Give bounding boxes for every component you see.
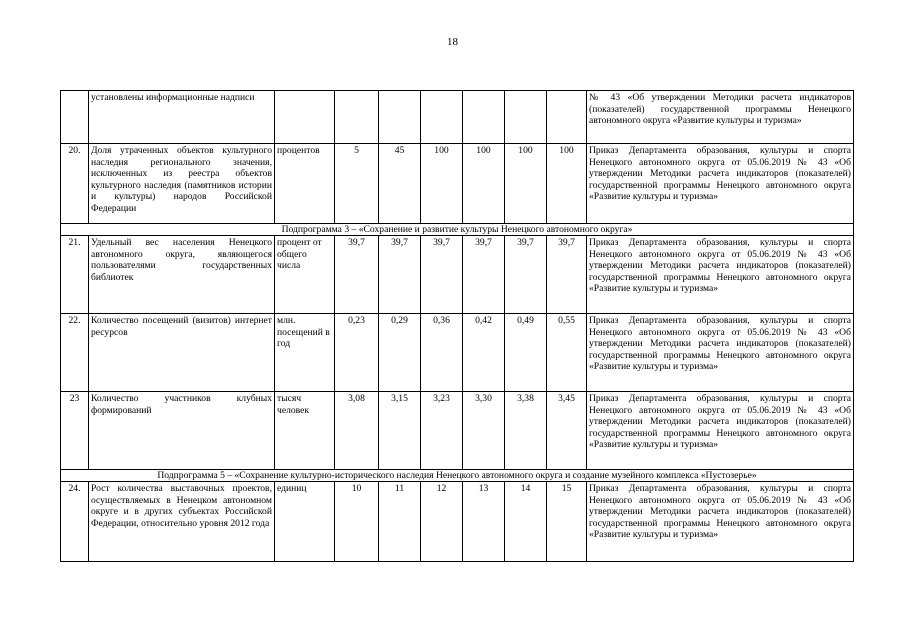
indicator-value bbox=[547, 91, 587, 144]
indicator-value: 39,7 bbox=[379, 236, 421, 314]
indicator-value: 39,7 bbox=[505, 236, 547, 314]
indicator-value: 3,23 bbox=[421, 392, 463, 470]
page-number: 18 bbox=[447, 36, 458, 48]
indicator-row bbox=[61, 144, 854, 224]
indicator-name: Количество участников клубных формирований bbox=[89, 392, 275, 470]
indicator-row bbox=[61, 482, 854, 562]
indicator-value: 3,38 bbox=[505, 392, 547, 470]
indicator-value: 3,15 bbox=[379, 392, 421, 470]
subprogram-row bbox=[61, 470, 854, 482]
indicator-value: 39,7 bbox=[421, 236, 463, 314]
indicator-value: 0,29 bbox=[379, 314, 421, 392]
indicator-methodology: Приказ Департамента образования, культуры и спорта Ненецкого автономного округа от 05.06.2019 № 43 «Об утверждении Методики расчета индикаторов (показателей) государственной программы Ненецкого автономного округа «Развитие культуры и туризма» bbox=[587, 482, 854, 562]
indicator-value: 100 bbox=[505, 144, 547, 224]
indicator-number: 23 bbox=[61, 392, 89, 470]
indicator-value: 11 bbox=[379, 482, 421, 562]
indicator-methodology: Приказ Департамента образования, культуры и спорта Ненецкого автономного округа от 05.06.2019 № 43 «Об утверждении Методики расчета индикаторов (показателей) государственной программы Ненецкого автономного округа «Развитие культуры и туризма» bbox=[587, 144, 854, 224]
indicator-name: Количество посещений (визитов) интернет ресурсов bbox=[89, 314, 275, 392]
indicator-methodology: № 43 «Об утверждении Методики расчета индикаторов (показателей) государственной программы Ненецкого автономного округа «Развитие культуры и туризма» bbox=[587, 91, 854, 144]
subprogram-row bbox=[61, 224, 854, 236]
indicator-unit: единиц bbox=[275, 482, 335, 562]
indicator-value: 39,7 bbox=[547, 236, 587, 314]
indicator-value: 39,7 bbox=[463, 236, 505, 314]
indicator-name: Рост количества выставочных проектов, осуществляемых в Ненецком автономном округе и в других субъектах Российской Федерации, относительно уровня 2012 года bbox=[89, 482, 275, 562]
indicators-table bbox=[60, 90, 854, 562]
indicator-value: 15 bbox=[547, 482, 587, 562]
indicator-value: 13 bbox=[463, 482, 505, 562]
subprogram-title: Подпрограмма 3 – «Сохранение и развитие культуры Ненецкого автономного округа» bbox=[61, 224, 854, 236]
indicator-value: 3,45 bbox=[547, 392, 587, 470]
indicator-row bbox=[61, 91, 854, 144]
indicator-value bbox=[463, 91, 505, 144]
indicator-methodology: Приказ Департамента образования, культуры и спорта Ненецкого автономного округа от 05.06.2019 № 43 «Об утверждении Методики расчета индикаторов (показателей) государственной программы Ненецкого автономного округа «Развитие культуры и туризма» bbox=[587, 392, 854, 470]
indicator-value: 0,36 bbox=[421, 314, 463, 392]
indicator-value: 0,42 bbox=[463, 314, 505, 392]
indicator-row bbox=[61, 236, 854, 314]
indicator-number: 20. bbox=[61, 144, 89, 224]
indicator-value bbox=[505, 91, 547, 144]
indicator-name: Доля утраченных объектов культурного наследия регионального значения, исключенных из реестра объектов культурного наследия (памятников истории и культуры) народов Российской Федерации bbox=[89, 144, 275, 224]
indicator-unit: млн. посещений в год bbox=[275, 314, 335, 392]
indicator-methodology: Приказ Департамента образования, культуры и спорта Ненецкого автономного округа от 05.06.2019 № 43 «Об утверждении Методики расчета индикаторов (показателей) государственной программы Ненецкого автономного округа «Развитие культуры и туризма» bbox=[587, 314, 854, 392]
indicator-value: 100 bbox=[547, 144, 587, 224]
indicator-value: 39,7 bbox=[335, 236, 379, 314]
indicator-unit bbox=[275, 91, 335, 144]
indicator-number: 21. bbox=[61, 236, 89, 314]
indicator-value: 100 bbox=[421, 144, 463, 224]
indicator-value: 10 bbox=[335, 482, 379, 562]
indicator-value: 0,55 bbox=[547, 314, 587, 392]
indicator-value: 5 bbox=[335, 144, 379, 224]
indicator-unit: процентов bbox=[275, 144, 335, 224]
indicator-value: 0,23 bbox=[335, 314, 379, 392]
indicator-value bbox=[379, 91, 421, 144]
indicator-value: 3,08 bbox=[335, 392, 379, 470]
indicator-row bbox=[61, 392, 854, 470]
indicator-name: Удельный вес населения Ненецкого автономного округа, являющегося пользователями государственных библиотек bbox=[89, 236, 275, 314]
indicator-unit: тысяч человек bbox=[275, 392, 335, 470]
indicator-number bbox=[61, 91, 89, 144]
indicator-value: 12 bbox=[421, 482, 463, 562]
indicator-value bbox=[421, 91, 463, 144]
indicator-value bbox=[335, 91, 379, 144]
indicator-value: 0,49 bbox=[505, 314, 547, 392]
indicator-number: 24. bbox=[61, 482, 89, 562]
indicator-value: 100 bbox=[463, 144, 505, 224]
indicator-name: установлены информационные надписи bbox=[89, 91, 275, 144]
indicator-unit: процент от общего числа bbox=[275, 236, 335, 314]
indicator-row bbox=[61, 314, 854, 392]
subprogram-title: Подпрограмма 5 – «Сохранение культурно-исторического наследия Ненецкого автономного округа и создание музейного комплекса «Пустозерье» bbox=[61, 470, 854, 482]
indicator-value: 3,30 bbox=[463, 392, 505, 470]
indicator-number: 22. bbox=[61, 314, 89, 392]
table-body bbox=[61, 91, 854, 562]
indicator-methodology: Приказ Департамента образования, культуры и спорта Ненецкого автономного округа от 05.06.2019 № 43 «Об утверждении Методики расчета индикаторов (показателей) государственной программы Ненецкого автономного округа «Развитие культуры и туризма» bbox=[587, 236, 854, 314]
indicator-value: 45 bbox=[379, 144, 421, 224]
indicator-value: 14 bbox=[505, 482, 547, 562]
